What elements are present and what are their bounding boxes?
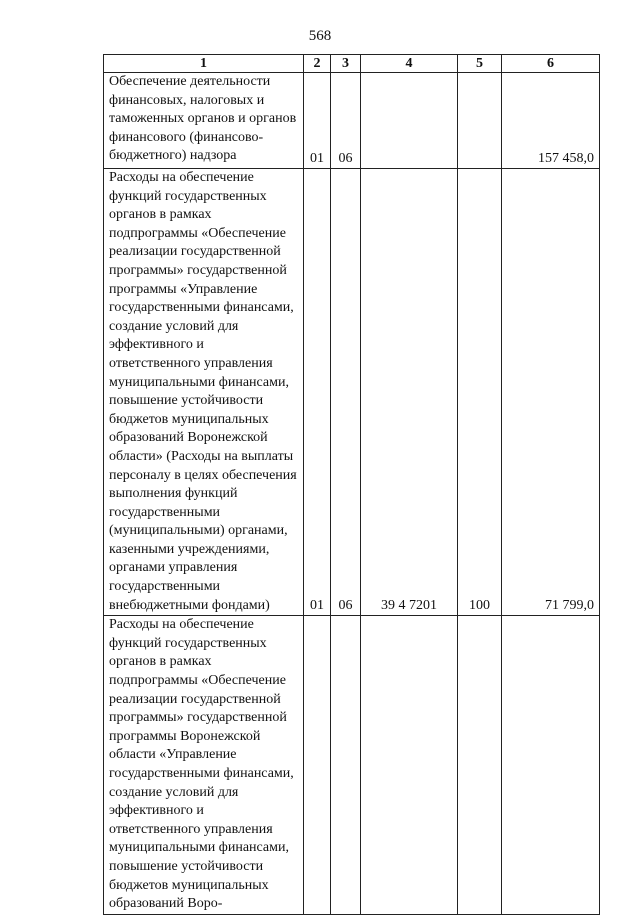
table-header-row	[104, 55, 600, 73]
header-col-4: 4	[361, 55, 458, 73]
table-row	[104, 616, 600, 915]
header-col-2: 2	[304, 55, 331, 73]
header-col-1: 1	[104, 55, 304, 73]
header-col-3: 3	[331, 55, 361, 73]
row-expense-type	[458, 616, 502, 915]
row-subsection-code	[331, 616, 361, 915]
budget-table	[103, 54, 600, 915]
row-amount: 157 458,0	[502, 73, 600, 169]
table-row	[104, 73, 600, 169]
row-description: Обеспечение деятельности финансовых, налоговых и таможенных органов и органов финансового (финансово-бюджетного) надзора	[104, 73, 304, 169]
row-target-article: 39 4 7201	[361, 169, 458, 616]
header-col-5: 5	[458, 55, 502, 73]
row-target-article	[361, 616, 458, 915]
row-amount	[502, 616, 600, 915]
row-amount: 71 799,0	[502, 169, 600, 616]
row-description: Расходы на обеспечение функций государственных органов в рамках подпрограммы «Обеспечение реализации государственной программы» государственной программы Воронежской области «Управление государственными финансами, создание условий для эффективного и ответственного управления муниципальными финансами, повышение устойчивости бюджетов муниципальных образований Воро-	[104, 616, 304, 915]
header-col-6: 6	[502, 55, 600, 73]
row-description: Расходы на обеспечение функций государственных органов в рамках подпрограммы «Обеспечение реализации государственной программы» государственной программы «Управление государственными финансами, создание условий для эффективного и ответственного управления муниципальными финансами, повышение устойчивости бюджетов муниципальных образований Воронежской области» (Расходы на выплаты персоналу в целях обеспечения выполнения функций государственными (муниципальными) органами, казенными учреждениями, органами управления государственными внебюджетными фондами)	[104, 169, 304, 616]
row-expense-type	[458, 73, 502, 169]
row-target-article	[361, 73, 458, 169]
row-subsection-code: 06	[331, 73, 361, 169]
row-section-code	[304, 616, 331, 915]
table-row	[104, 169, 600, 616]
row-expense-type: 100	[458, 169, 502, 616]
row-section-code: 01	[304, 73, 331, 169]
row-subsection-code: 06	[331, 169, 361, 616]
row-section-code: 01	[304, 169, 331, 616]
page-number: 568	[308, 28, 332, 44]
